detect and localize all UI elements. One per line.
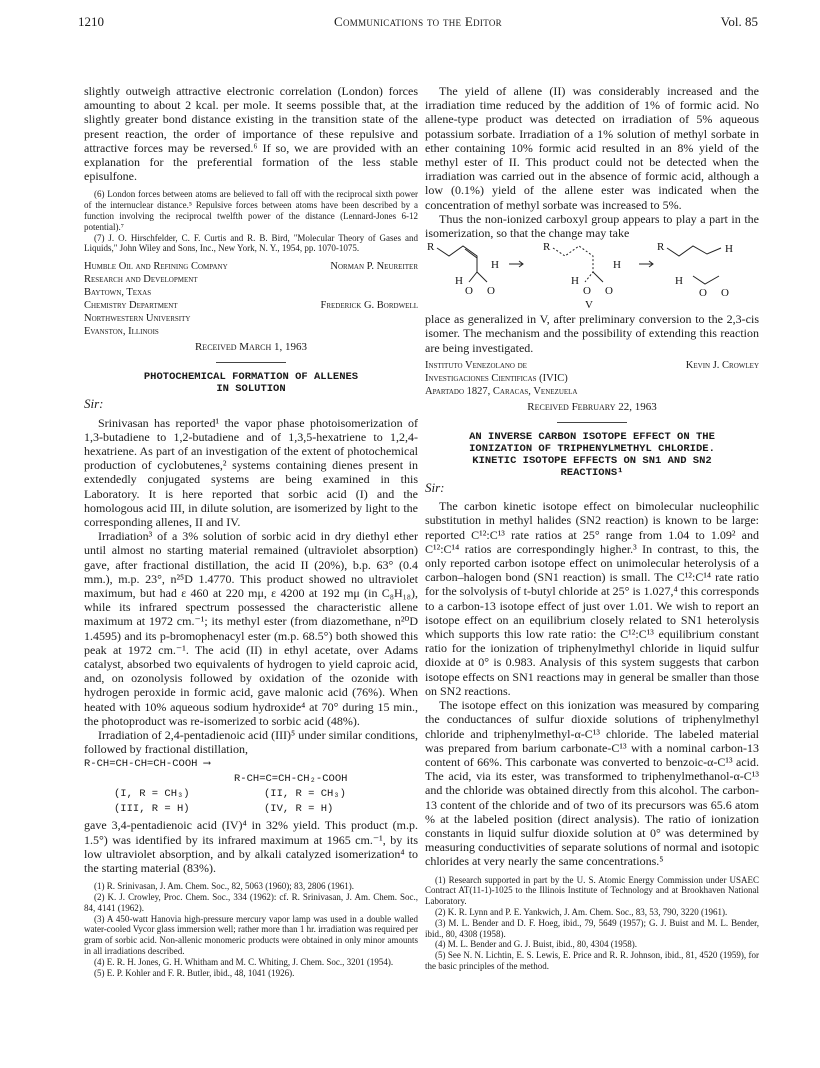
scheme-label: R (543, 241, 551, 254)
article-title: IONIZATION OF TRIPHENYLMETHYL CHLORIDE. (469, 443, 715, 456)
paragraph: Srinivasan has reported¹ the vapor phase photoisomerization of 1,3-butadiene to 1,2-butadiene and of 1,3,5-hexatriene to 1,2,4-hexatriene. As part of an investigation of the extent of photochemical production of cyclobutenes,² systems containing dienes present in extendedly conjugated systems are being examined in this Laboratory. It is here reported that sorbic acid (I) and the homologous acid III, in dilute solution, are isomerized by light to the corresponding allenes, II and IV. (84, 415, 418, 530)
footnote: (6) London forces between atoms are believed to fall off with the reciprocal sixth power of the internuclear distance.⁵ Repulsive forces between atoms have been described by a function involving the reciprocal twelfth power of the distance (Lennard-Jones 6-12 potential).⁷ (84, 189, 418, 232)
formula-label: (I, R = CH₃) (114, 788, 190, 801)
affiliation-text: Evanston, Illinois (84, 326, 159, 338)
formula-labels (84, 788, 418, 801)
paragraph: place as generalized in V, after preliminary conversion to the 2,3-cis isomer. The mechanism and the possibility of extending this reaction are being investigated. (425, 312, 759, 355)
footnote: (7) J. O. Hirschfelder, C. F. Curtis and R. B. Bird, "Molecular Theory of Gases and Liquids," John Wiley and Sons, Inc., New York, N. Y., 1954, pp. 1070-1075. (84, 232, 418, 254)
section-divider (216, 362, 286, 363)
salutation: Sir: (425, 480, 445, 496)
footnotes (425, 875, 759, 972)
footnote: (3) A 450-watt Hanovia high-pressure mercury vapor lamp was used in a double walled water-cooled Vycor glass immersion well; rather more than 1 hr. irradiation was required per gram of sorbic acid. Non-allenic monomeric products were obtained in only minor amounts in all irradiations described. (84, 913, 418, 957)
formula-label: (II, R = CH₃) (264, 788, 346, 801)
footnote: (1) Research supported in part by the U. S. Atomic Energy Commission under USAEC Contract AT(11-1)-1025 to the Illinois Institute of Technology and at Brookhaven National Laboratory. (425, 874, 759, 907)
reaction-equation (84, 773, 418, 786)
article-title: REACTIONS¹ (560, 467, 624, 480)
scheme-label: O (487, 285, 495, 298)
page-number: 1210 (78, 14, 104, 29)
scheme-label: R (427, 241, 435, 254)
paragraph: Thus the non-ionized carboxyl group appears to play a part in the isomerization, so that the change may take (425, 211, 759, 241)
footnote: (1) R. Srinivasan, J. Am. Chem. Soc., 82, 5063 (1960); 83, 2806 (1961). (94, 881, 354, 892)
footnote: (2) K. R. Lynn and P. E. Yankwich, J. Am. Chem. Soc., 83, 53, 790, 3220 (1961). (435, 906, 728, 917)
paragraph: slightly outweigh attractive electronic correlation (London) forces amounting to about 2 kcal. per mole. It seems possible that, at the slightly greater bond distance existing in the transition state of the present reaction, the order of importance of these repulsive and attractive forces may be reversed.⁶ If so, we are provided with an explanation for the preferential formation of the less stable episulfone. (84, 84, 418, 184)
volume-label: Vol. 85 (720, 14, 758, 29)
affiliation-line (425, 359, 759, 372)
formula-label: (III, R = H) (114, 803, 190, 816)
scheme-label: V (585, 299, 593, 312)
formula-labels (84, 803, 418, 816)
footnote: (5) E. P. Kohler and F. R. Butler, ibid., 48, 1041 (1926). (94, 967, 295, 978)
formula-label: (IV, R = H) (264, 803, 334, 816)
footnote: (2) K. J. Crowley, Proc. Chem. Soc., 334 (1962): cf. R. Srinivasan, J. Am. Chem. Soc., 84, 4141 (1962). (84, 892, 418, 913)
scheme-label: H (613, 259, 621, 272)
scheme-label: O (465, 285, 473, 298)
paragraph: Irradiation of 2,4-pentadienoic acid (III)⁵ under similar conditions, followed by fractional distillation, (84, 728, 418, 757)
affiliation-text: Chemistry Department (84, 300, 178, 312)
article-title: KINETIC ISOTOPE EFFECTS ON SN1 AND SN2 (472, 455, 712, 468)
footnote: (3) M. L. Bender and D. F. Hoeg, ibid., 79, 5649 (1957); G. J. Buist and M. L. Bender, ibid., 80, 4308 (1958). (425, 917, 759, 939)
footnotes (84, 881, 418, 978)
section-divider (557, 422, 627, 423)
reaction-scheme-diagram (425, 240, 759, 312)
scheme-label: R (657, 241, 665, 254)
scheme-label: H (725, 243, 733, 256)
scheme-label: H (675, 275, 683, 288)
scheme-label: H (571, 275, 579, 288)
scheme-label: O (721, 287, 729, 300)
article-title: PHOTOCHEMICAL FORMATION OF ALLENES (143, 371, 359, 384)
affiliation-text: Research and Development (84, 274, 198, 286)
running-title: Communications to the Editor (334, 14, 502, 29)
reaction-equation (84, 758, 418, 771)
scheme-label: O (583, 285, 591, 298)
left-column (84, 84, 418, 978)
page-header (78, 14, 758, 34)
affiliation-line (84, 299, 418, 312)
scheme-label: H (455, 275, 463, 288)
paragraph: gave 3,4-pentadienoic acid (IV)⁴ in 32% yield. This product (m.p. 1.5°) was identified by its infrared maximum at 1965 cm.⁻¹, by its low ultraviolet absorption, and by alkali catalyzed isomerization⁴ to the starting material (83%). (84, 818, 418, 876)
scheme-label: O (605, 285, 613, 298)
received-date: Received February 22, 1963 (527, 400, 657, 413)
paragraph: Irradiation³ of a 3% solution of sorbic acid in dry diethyl ether until almost no starting material remained (ultraviolet absorption) gave, after fractional distillation, the acid II (20%), b.p. 63° (0.4 mm.), m.p. 23°, n²⁵D 1.4770. This product showed no ultraviolet maximum, but had ε 460 at 220 mμ, ε 4200 at 192 mμ (in C₈H₁₈), while its infrared spectrum possessed the characteristic allene maximum at 1972 cm.⁻¹; its methyl ester (from diazomethane, n²⁰D 1.4595) and its p-bromophenacyl ester (m.p. 68.5°) both showed this peak at 1972 cm.⁻¹. The acid (II) in ethyl acetate, over Adams catalyst, absorbed two equivalents of hydrogen to yield caproic acid, and, on ozonolysis followed by oxidation of the ozonide with hydrogen peroxide in formic acid, gave malonic acid (76%). When heated with 10% aqueous sodium hydroxide⁴ at 70° during 15 min., the photoproduct was re-isomerized to sorbic acid (48%). (84, 529, 418, 728)
formula-text: R-CH=C=CH-CH₂-COOH (234, 773, 348, 786)
article-title: IN SOLUTION (216, 383, 286, 396)
scheme-label: H (491, 259, 499, 272)
footnote: (4) E. R. H. Jones, G. H. Whitham and M. C. Whiting, J. Chem. Soc., 3201 (1954). (94, 956, 394, 967)
affiliation-text: Humble Oil and Refining Company (84, 261, 228, 273)
author-name: Norman P. Neureiter (330, 261, 418, 273)
affiliation-text: Instituto Venezolano de (425, 359, 527, 371)
paragraph: The carbon kinetic isotope effect on bimolecular nucleophilic substitution in methyl halides (SN2 reaction) is known to be large: reported C¹²:C¹³ rate ratios at 25° range from 1.04 to 1.09² and C¹²:C¹⁴ ratios are correspondingly higher.³ In contrast, to this, the only reported carbon isotope effect on unimolecular heterolysis of a carbon–halogen bond (SN1 reaction) is small. The C¹²:C¹⁴ rate ratio for the solvolysis of t-butyl chloride at 25° is 1.027,⁴ this corresponds to a carbon-13 isotope effect of just over 1.01. We wish to report an isotope effect on an equilibrium closely related to SN1 heterolysis which supports this low rate ratio: the C¹²:C¹³ equilibrium constant ratio for the ionization of triphenylmethyl chloride in liquid sulfur dioxide at 0° is 0.983. Analysis of this system suggests that carbon isotope effects on SN1 reactions may in general be smaller than those on SN2 reactions. (425, 499, 760, 698)
right-column (425, 84, 759, 972)
formula-text: R-CH=CH-CH=CH-COOH ⟶ (84, 758, 211, 771)
paragraph: The isotope effect on this ionization was measured by comparing the conductances of sulfur dioxide solutions of triphenylmethyl chloride and triphenylmethyl-α-C¹³ chloride. The labeled material was prepared from barium carbonate-C¹³ with a nominal carbon-13 content of 66%. This carbonate was converted to benzoic-α-C¹³ acid. The acid, via its ester, was transformed to triphenylmethanol-α-C¹³ and the chloride was obtained directly from this alcohol. The carbon-13 content of the chloride and of two of its precursors was 65.6 atom % at the labeled position (direct analysis). The ratio of ionization constants in liquid sulfur dioxide solution at 0° was determined by measuring conductivities of separate solutions of normal and isotopic chlorides at very nearly the same concentrations.⁵ (425, 698, 759, 869)
affiliation-text: Baytown, Texas (84, 287, 152, 299)
salutation: Sir: (84, 396, 104, 412)
article-title: AN INVERSE CARBON ISOTOPE EFFECT ON THE (469, 431, 715, 444)
paragraph: The yield of allene (II) was considerably increased and the irradiation time reduced by the addition of 1% of formic acid. No allene-type product was detected on irradiation of 5% aqueous potassium sorbate. Irradiation of a 1% solution of methyl sorbate in ether containing 10% formic acid resulted in an 8% yield of the methyl ester of II. This product could not be detected when the irradiation was carried out in the absence of formic acid, although a low (0.1%) yield of the allene ester was indicated when the concentration of methyl sorbate was increased to 5%. (425, 84, 759, 212)
author-name: Frederick G. Bordwell (320, 300, 418, 312)
scheme-label: O (699, 287, 707, 300)
affiliation-text: Apartado 1827, Caracas, Venezuela (425, 385, 578, 397)
footnote: (4) M. L. Bender and G. J. Buist, ibid., 80, 4304 (1958). (435, 939, 637, 950)
affiliation-line (84, 260, 418, 273)
author-name: Kevin J. Crowley (685, 359, 759, 371)
affiliation-text: Investigaciones Cientificas (IVIC) (425, 372, 568, 384)
footnote: (5) See N. N. Lichtin, E. S. Lewis, E. Price and R. R. Johnson, ibid., 81, 4520 (1959), for the basic principles of the method. (425, 950, 759, 971)
affiliation-text: Northwestern University (84, 313, 191, 325)
received-date: Received March 1, 1963 (194, 341, 308, 354)
